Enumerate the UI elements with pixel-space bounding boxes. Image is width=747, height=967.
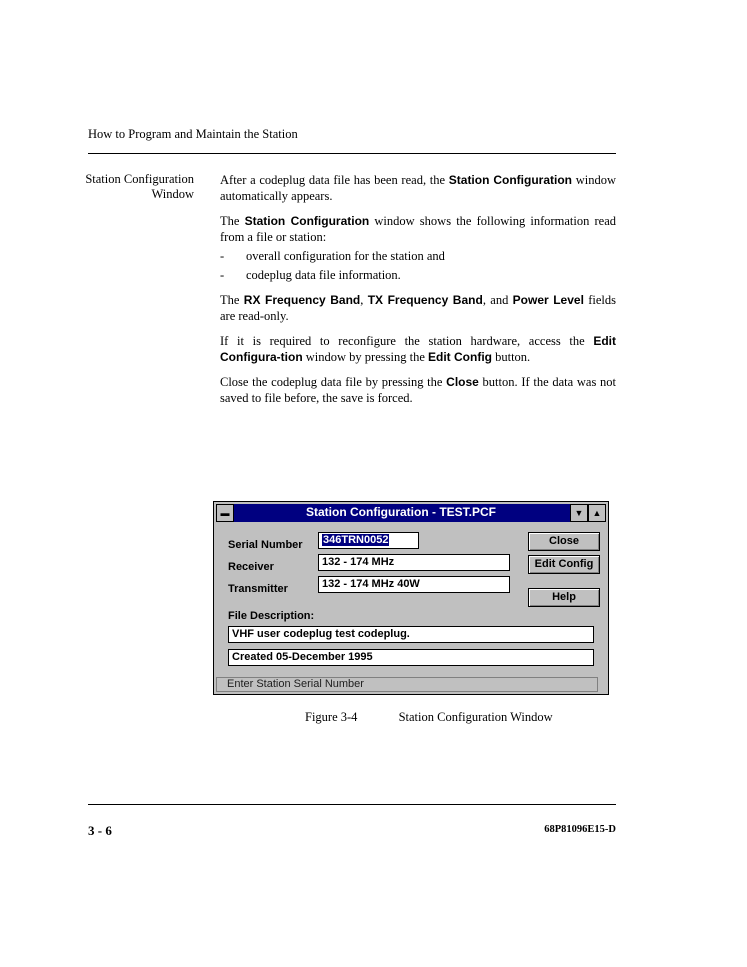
body-text: [220, 172, 616, 415]
figure-title: Station Configuration Window: [398, 710, 553, 724]
side-heading-line2: Window: [151, 187, 194, 201]
footer-rule: [88, 804, 616, 805]
file-description-line2[interactable]: Created 05-December 1995: [228, 649, 594, 666]
serial-number-input[interactable]: 346TRN0052: [318, 532, 419, 549]
help-button[interactable]: Help: [528, 588, 600, 607]
document-number: 68P81096E15-D: [544, 824, 616, 835]
receiver-field: 132 - 174 MHz: [318, 554, 510, 571]
header-rule: [88, 153, 616, 154]
dialog-title: Station Configuration - TEST.PCF: [306, 505, 496, 519]
file-description-label: File Description:: [228, 610, 315, 622]
paragraph-3: The RX Frequency Band, TX Frequency Band, and Power Level fields are read-only.: [220, 293, 617, 323]
receiver-label: Receiver: [228, 561, 274, 573]
paragraph-4: If it is required to reconfigure the station hardware, access the Edit Configura-tion window by pressing the Edit Config button.: [220, 334, 616, 364]
figure-number: Figure 3-4: [305, 710, 358, 724]
close-button[interactable]: Close: [528, 532, 600, 551]
system-menu-icon[interactable]: ▬: [216, 504, 234, 522]
maximize-icon[interactable]: ▲: [588, 504, 606, 522]
serial-number-label: Serial Number: [228, 539, 303, 551]
running-header: How to Program and Maintain the Station: [88, 127, 298, 141]
transmitter-field: 132 - 174 MHz 40W: [318, 576, 510, 593]
paragraph-1: After a codeplug data file has been read, the Station Configuration window automatically appears.: [220, 173, 616, 203]
file-description-line1[interactable]: VHF user codeplug test codeplug.: [228, 626, 594, 643]
page-number: 3 - 6: [88, 823, 112, 838]
station-configuration-dialog: [213, 501, 609, 695]
edit-config-button[interactable]: Edit Config: [528, 555, 600, 574]
side-heading-line1: Station Configuration: [85, 172, 194, 186]
transmitter-label: Transmitter: [228, 583, 288, 595]
bullet-item: - codeplug data file information.: [220, 268, 401, 282]
status-bar: Enter Station Serial Number: [216, 677, 598, 692]
side-heading: [40, 172, 194, 202]
bullet-item: - overall configuration for the station and: [220, 249, 445, 263]
figure-caption: [305, 710, 553, 725]
paragraph-5: Close the codeplug data file by pressing the Close button. If the data was not saved to file before, the save is forced.: [220, 375, 616, 405]
paragraph-2: The Station Configuration window shows the following information read from a file or station:: [220, 214, 617, 244]
minimize-icon[interactable]: ▼: [570, 504, 588, 522]
dialog-titlebar: [216, 504, 606, 522]
